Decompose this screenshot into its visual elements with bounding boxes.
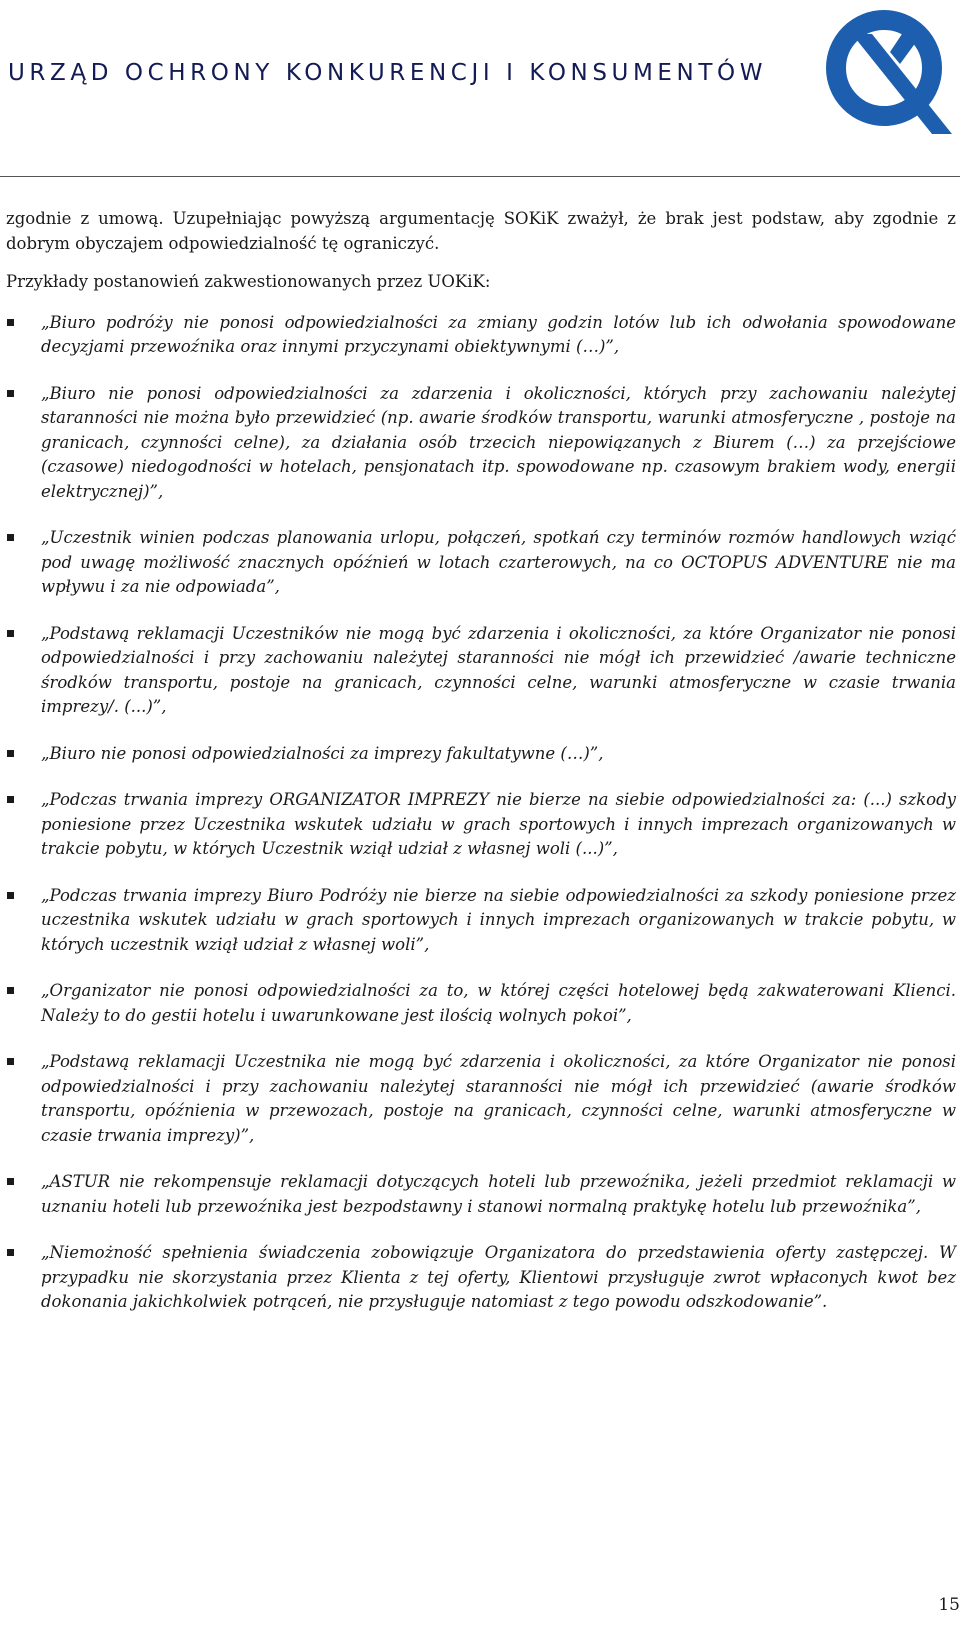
clause-item [6, 788, 956, 862]
clause-text: „Podstawą reklamacji Uczestnika nie mogą być zdarzenia i okoliczności, za które Organizator nie ponosi odpowiedzialności i przy zachowaniu należytej staranności nie mógł ich przewidzieć (awarie środków transportu, opóźnienia w przewozach, postoje na granicach, czynności celne, warunki atmosferyczne w czasie trwania imprezy)”, [41, 1052, 956, 1145]
clause-text: „Biuro nie ponosi odpowiedzialności za zdarzenia i okoliczności, których przy zachowaniu należytej staranności nie można było przewidzieć (np. awarie środków transportu, warunki atmosferyczne , postoje na granicach, czynności celne), za działania osób trzecich niepowiązanych z Biurem (…) za przejściowe (czasowe) niedogodności w hotelach, pensjonatach itp. spowodowane np. czasowym brakiem wody, energii elektrycznej)”, [41, 383, 956, 501]
clause-text: „Podczas trwania imprezy ORGANIZATOR IMPREZY nie bierze na siebie odpowiedzialności za: (...) szkody poniesione przez Uczestnika wskutek udziału w grach sportowych i innych imprezach organizowanych w trakcie pobytu, w których Uczestnik wziął udział z własnej woli (...)”, [41, 790, 956, 858]
clause-text: „Biuro podróży nie ponosi odpowiedzialności za zmiany godzin lotów lub ich odwołania spowodowane decyzjami przewoźnika oraz innymi przyczynami obiektywnymi (…)”, [41, 312, 956, 356]
intro-paragraph: zgodnie z umową. Uzupełniając powyższą argumentację SOKiK zważył, że brak jest podstaw, aby zgodnie z dobrym obyczajem odpowiedzialność tę ograniczyć. [6, 209, 956, 253]
clause-list [6, 311, 956, 1315]
bullet-square-icon [7, 1058, 14, 1065]
clause-text: „ASTUR nie rekompensuje reklamacji dotyczących hoteli lub przewoźnika, jeżeli przedmiot reklamacji w uznaniu hoteli lub przewoźnika jest bezpodstawny i stanowi normalną praktykę hotelu lub przewoźnika”, [41, 1172, 956, 1216]
document-body [6, 207, 956, 1337]
bullet-square-icon [7, 750, 14, 757]
clause-item [6, 622, 956, 720]
clause-item [6, 1241, 956, 1315]
clause-text: „Niemożność spełnienia świadczenia zobowiązuje Organizatora do przedstawienia oferty zastępczej. W przypadku nie skorzystania przez Klienta z tej oferty, Klientowi przysługuje zwrot wpłaconych kwot bez dokonania jakichkolwiek potrąceń, nie przysługuje natomiast z tego powodu odszkodowanie”. [41, 1243, 956, 1311]
bullet-square-icon [7, 892, 14, 899]
clause-item [6, 742, 956, 767]
uokik-logo-icon [824, 8, 960, 144]
clause-text: „Podstawą reklamacji Uczestników nie mogą być zdarzenia i okoliczności, za które Organizator nie ponosi odpowiedzialności i przy zachowaniu należytej staranności nie mógł ich przewidzieć /awarie techniczne środków transportu, postoje na granicach, czynności celne, warunki atmosferyczne w czasie trwania imprezy/. (...)”, [41, 623, 956, 716]
clause-item [6, 884, 956, 958]
bullet-square-icon [7, 390, 14, 397]
clause-item [6, 1170, 956, 1219]
bullet-square-icon [7, 1249, 14, 1256]
clause-item [6, 1050, 956, 1148]
clause-text: „Biuro nie ponosi odpowiedzialności za imprezy fakultatywne (…)”, [41, 743, 604, 763]
clause-item [6, 526, 956, 600]
clause-text: „Uczestnik winien podczas planowania urlopu, połączeń, spotkań czy terminów rozmów handlowych wziąć pod uwagę możliwość znacznych opóźnień w lotach czarterowych, na co OCTOPUS ADVENTURE nie ma wpływu i za nie odpowiada”, [41, 528, 956, 596]
clause-item [6, 311, 956, 360]
header-divider [0, 176, 960, 177]
bullet-square-icon [7, 796, 14, 803]
bullet-square-icon [7, 534, 14, 541]
examples-heading: Przykłady postanowień zakwestionowanych przez UOKiK: [6, 272, 491, 291]
bullet-square-icon [7, 319, 14, 326]
header-title: URZĄD OCHRONY KONKURENCJI I KONSUMENTÓW [8, 60, 768, 86]
page-number: 15 [938, 1595, 960, 1615]
bullet-square-icon [7, 1178, 14, 1185]
page-header [0, 0, 960, 180]
clause-text: „Podczas trwania imprezy Biuro Podróży nie bierze na siebie odpowiedzialności za szkody poniesione przez uczestnika wskutek udziału w grach sportowych i innych imprezach organizowanych w trakcie pobytu, w których uczestnik wziął udział z własnej woli”, [41, 885, 956, 954]
clause-item [6, 382, 956, 505]
clause-item [6, 979, 956, 1028]
clause-text: „Organizator nie ponosi odpowiedzialności za to, w której części hotelowej będą zakwaterowani Klienci. Należy to do gestii hotelu i uwarunkowane jest ilością wolnych pokoi”, [41, 981, 956, 1025]
bullet-square-icon [7, 987, 14, 994]
bullet-square-icon [7, 630, 14, 637]
